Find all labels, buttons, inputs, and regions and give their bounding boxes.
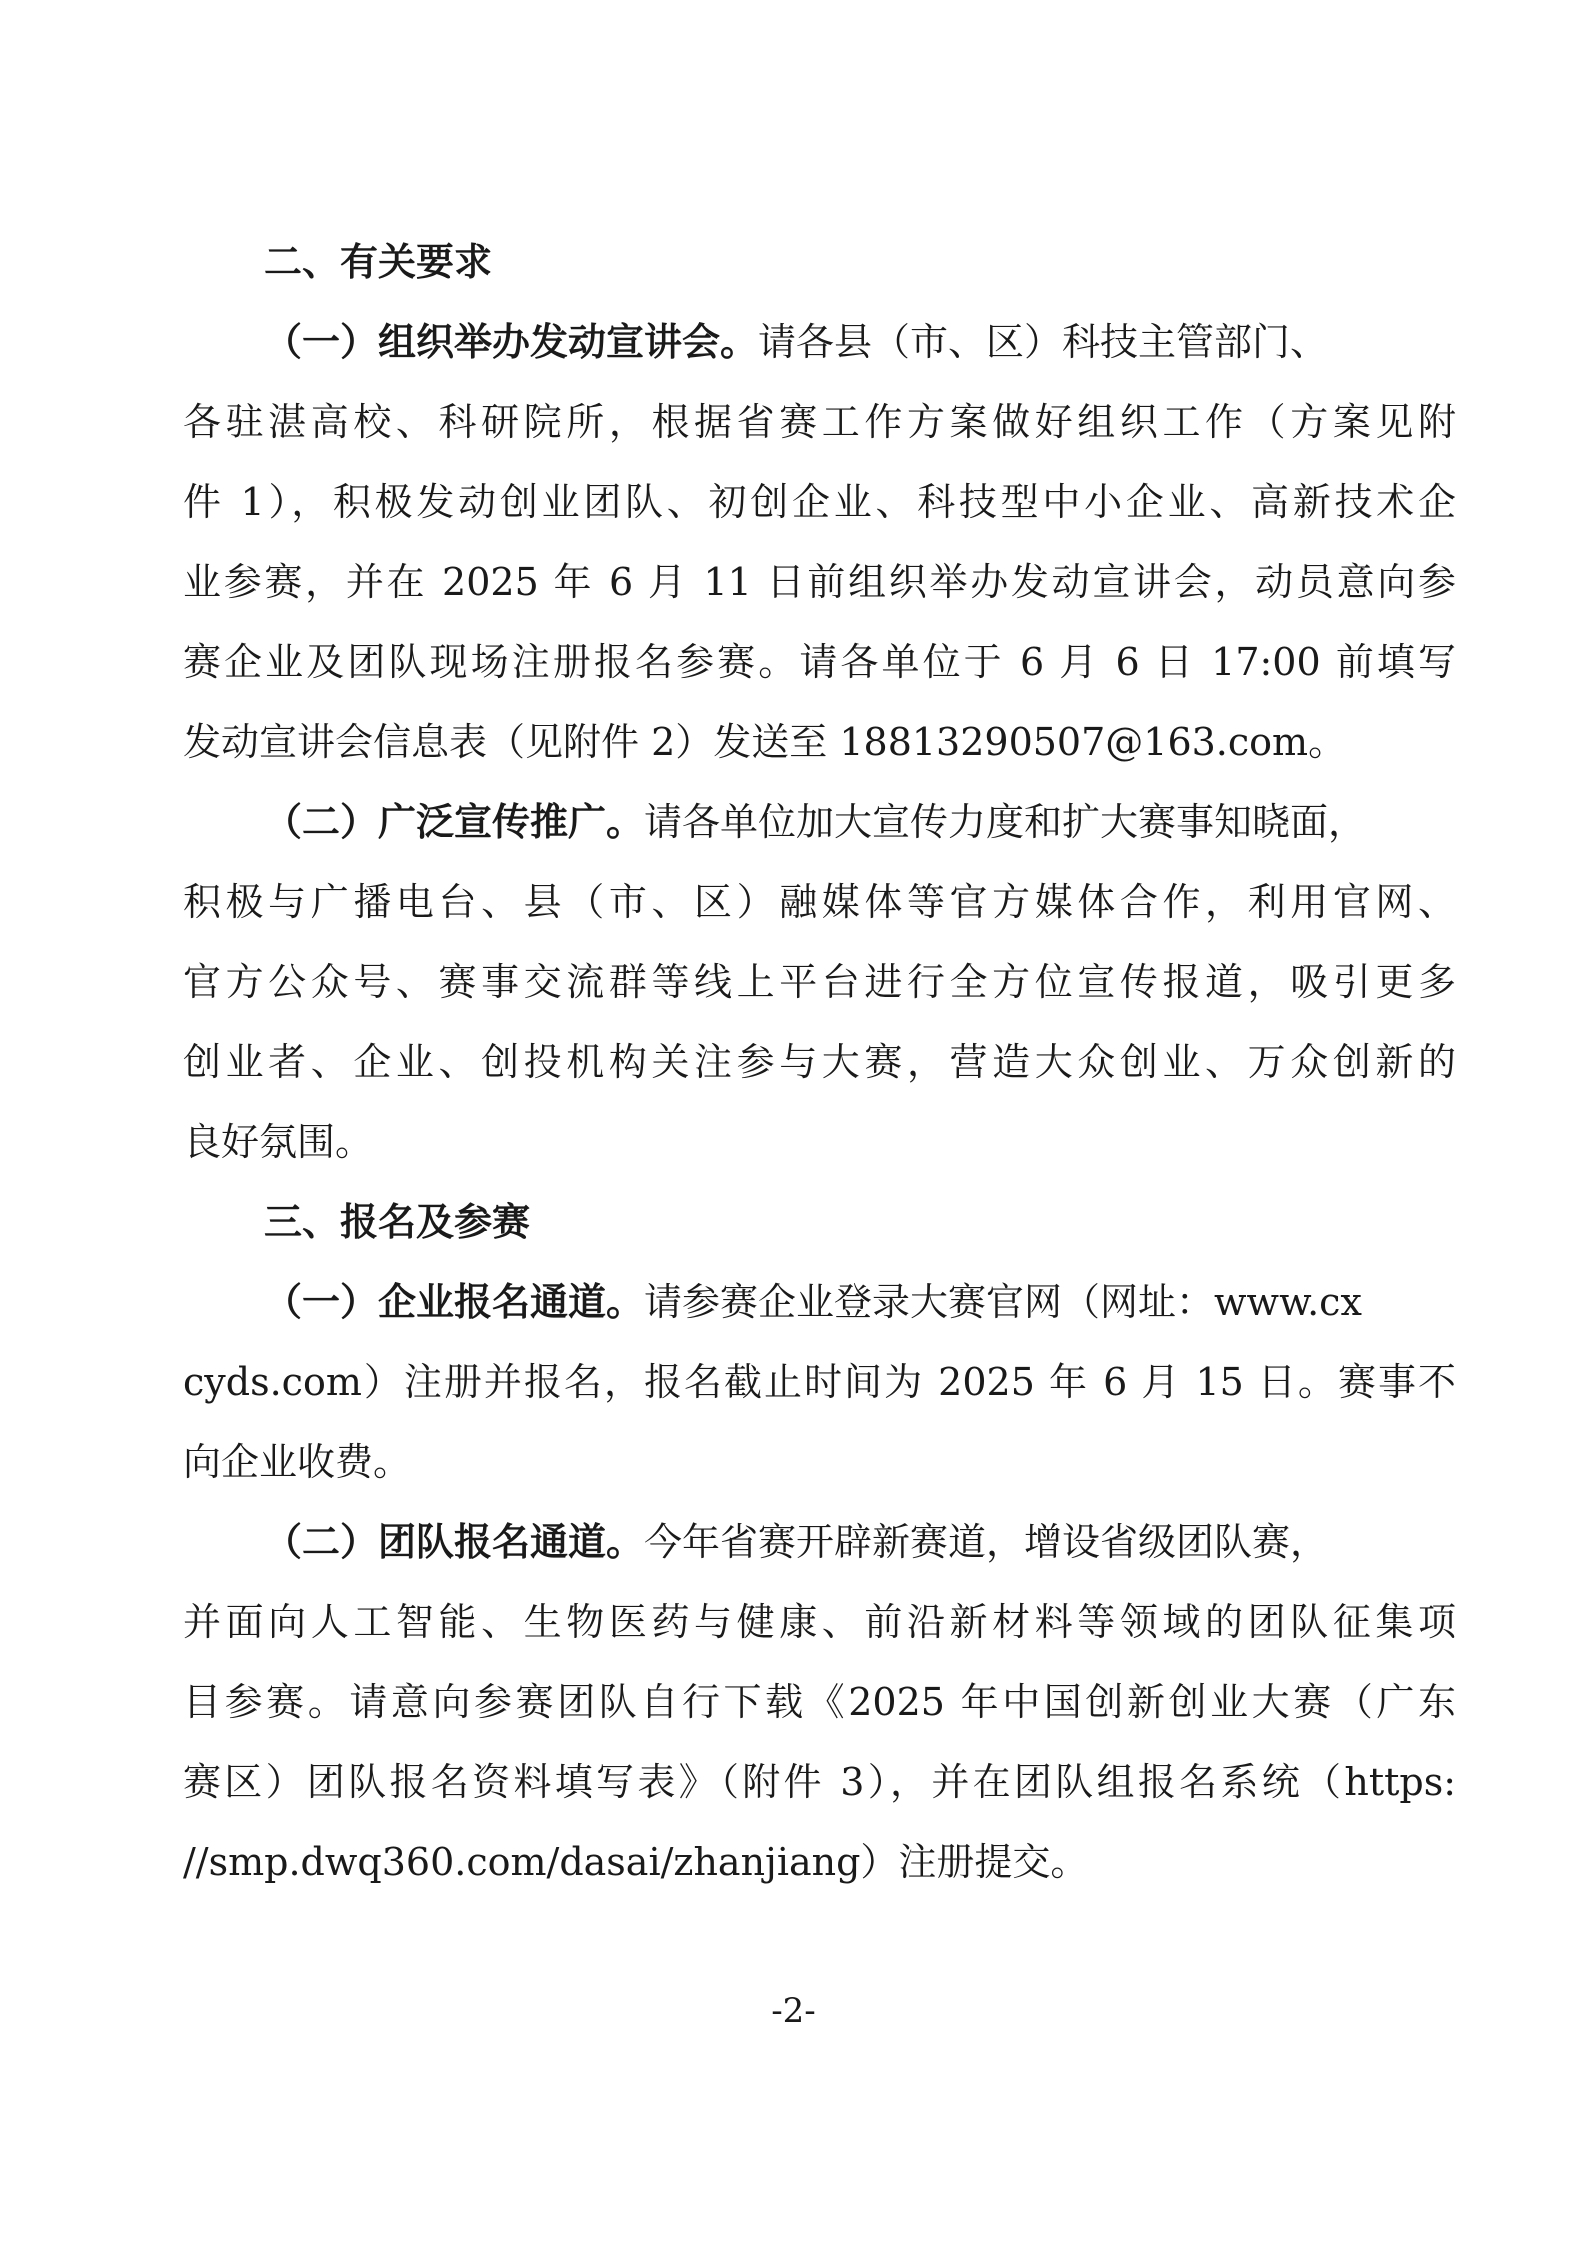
paragraph-line	[183, 1262, 1456, 1342]
paragraph-text: 请各县（市、区）科技主管部门、	[758, 320, 1329, 364]
paragraph-line: 积极与广播电台、县（市、区）融媒体等官方媒体合作，利用官网、	[183, 880, 1456, 924]
paragraph-line: 发动宣讲会信息表（见附件 2）发送至 18813290507@163.com。	[183, 720, 1347, 764]
section-heading-registration: 三、报名及参赛	[264, 1200, 531, 1244]
paragraph-lead: （二）团队报名通道。	[264, 1520, 645, 1564]
paragraph-line	[183, 302, 1456, 382]
paragraph-line	[183, 1502, 1456, 1582]
paragraph-line: 向企业收费。	[183, 1440, 412, 1484]
section-heading-requirements: 二、有关要求	[264, 240, 493, 284]
paragraph-line: 赛区）团队报名资料填写表》（附件 3），并在团队组报名系统（https:	[183, 1760, 1456, 1804]
page-number: -2-	[771, 1991, 816, 2031]
paragraph-lead: （一）企业报名通道。	[264, 1280, 645, 1324]
paragraph-line: 并面向人工智能、生物医药与健康、前沿新材料等领域的团队征集项	[183, 1600, 1456, 1644]
paragraph-line: 件 1），积极发动创业团队、初创企业、科技型中小企业、高新技术企	[183, 480, 1456, 524]
paragraph-line: 官方公众号、赛事交流群等线上平台进行全方位宣传报道，吸引更多	[183, 960, 1456, 1004]
document-body	[183, 222, 1456, 1902]
paragraph-line: //smp.dwq360.com/dasai/zhanjiang）注册提交。	[183, 1840, 1089, 1884]
paragraph-text: 今年省赛开辟新赛道，增设省级团队赛，	[644, 1520, 1329, 1564]
paragraph-text: 请参赛企业登录大赛官网（网址：www.cx	[644, 1280, 1362, 1324]
paragraph-text: 请各单位加大宣传力度和扩大赛事知晓面，	[644, 800, 1367, 844]
paragraph-line: 目参赛。请意向参赛团队自行下载《2025 年中国创新创业大赛（广东	[183, 1680, 1456, 1724]
paragraph-line: 各驻湛高校、科研院所，根据省赛工作方案做好组织工作（方案见附	[183, 400, 1456, 444]
paragraph-line: 良好氛围。	[183, 1120, 374, 1164]
paragraph-line: 创业者、企业、创投机构关注参与大赛，营造大众创业、万众创新的	[183, 1040, 1456, 1084]
paragraph-line	[183, 782, 1456, 862]
paragraph-lead: （一）组织举办发动宣讲会。	[264, 320, 759, 364]
paragraph-line: cyds.com）注册并报名，报名截止时间为 2025 年 6 月 15 日。赛事不	[183, 1360, 1456, 1404]
paragraph-line: 业参赛，并在 2025 年 6 月 11 日前组织举办发动宣讲会，动员意向参	[183, 560, 1456, 604]
paragraph-lead: （二）广泛宣传推广。	[264, 800, 645, 844]
paragraph-line: 赛企业及团队现场注册报名参赛。请各单位于 6 月 6 日 17:00 前填写	[183, 640, 1456, 684]
